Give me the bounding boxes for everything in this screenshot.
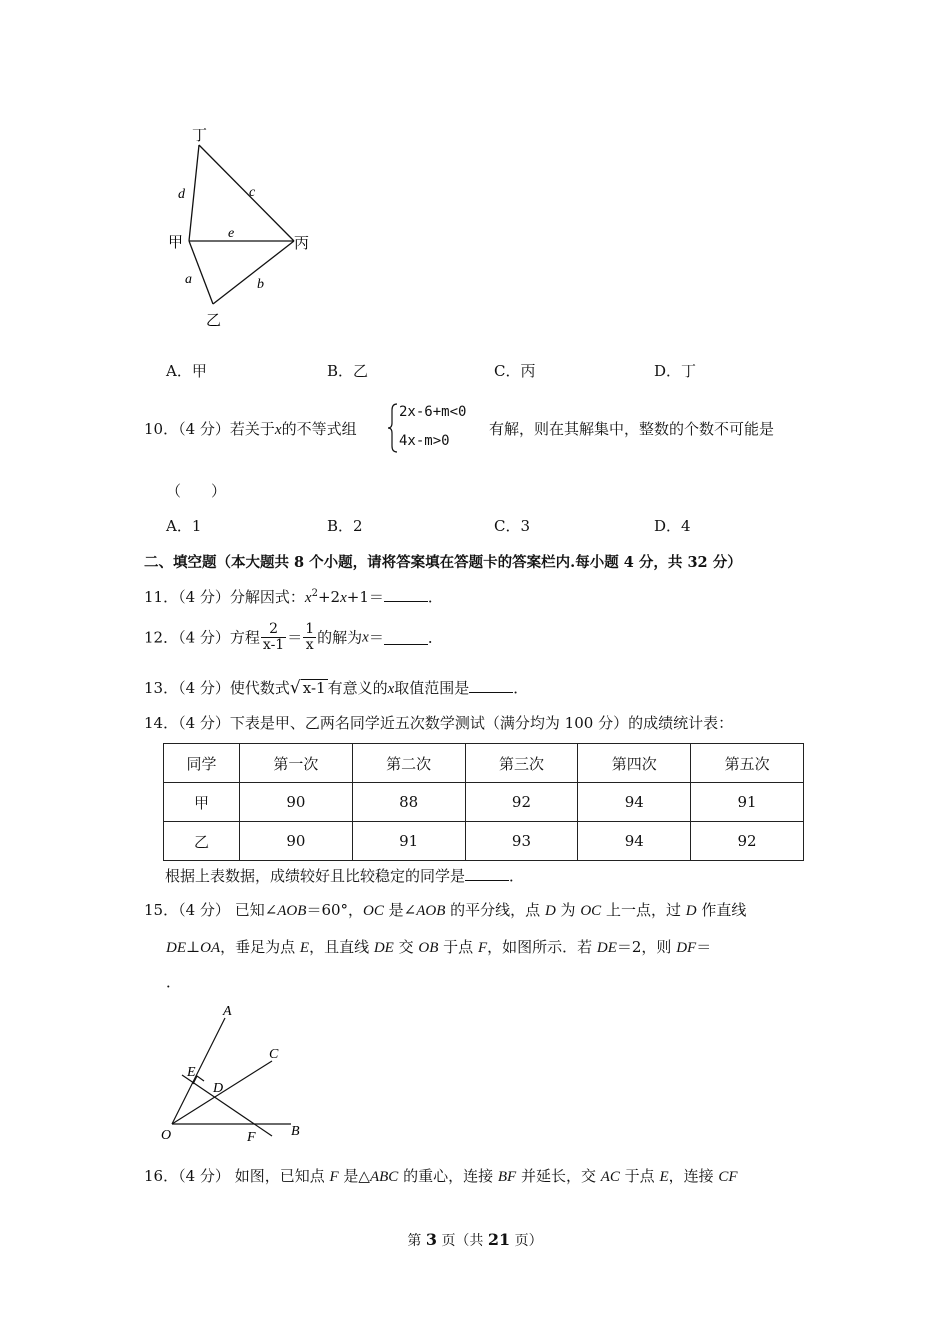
vertex-yi: 乙 — [206, 313, 222, 329]
q11-text: 11．（4 分）分解因式：$x^2+2x+1=$ ． — [144, 588, 443, 606]
label-a: a — [185, 272, 192, 287]
q15-seg: D — [685, 903, 697, 919]
q10-option-a: A．1 — [166, 517, 202, 535]
q9-option-d: D．丁 — [654, 362, 697, 380]
q15-seg: ，垂足为点 — [220, 938, 300, 956]
q14-text-after: 根据上表数据，成绩较好且比较稳定的同学是 ． — [165, 867, 525, 885]
q10-text-end: 有解，则在其解集中，整数的个数不可能是 — [489, 420, 775, 438]
q9-option-c: C．丙 — [494, 362, 536, 380]
q10-option-c: C．3 — [494, 517, 531, 535]
q15-seg: 已知∠ — [234, 901, 278, 919]
q10-option-b: B．2 — [327, 517, 363, 535]
q15-seg: ＝60°， — [306, 901, 364, 919]
q15-seg: DF — [676, 940, 697, 956]
table-header: 第一次 — [240, 744, 353, 783]
section-2-title: 二、填空题（本大题共 8 个小题，请将答案填在答题卡的答案栏内.每小题 4 分，共 32 分） — [144, 554, 742, 571]
q15-seg: ，如图所示．若 — [487, 938, 597, 956]
vertex-jia: 甲 — [168, 235, 184, 251]
table-header-row — [164, 744, 804, 783]
q15-seg: DE — [373, 940, 394, 956]
q16-seg: 并延长，交 — [516, 1167, 601, 1185]
q15-seg: DE — [596, 940, 617, 956]
q16-seg: F — [329, 1169, 339, 1185]
q15-seg: DE — [166, 940, 186, 956]
q15-seg: 作直线 — [696, 901, 747, 919]
q15-seg: 为 — [555, 901, 581, 919]
point-label-e: E — [187, 1065, 196, 1080]
q10-option-d: D．4 — [654, 517, 691, 535]
label-d: d — [178, 187, 185, 202]
edge-b — [213, 241, 294, 304]
q15-seg: ＝ — [696, 938, 712, 956]
q12-answer-blank[interactable] — [384, 630, 428, 645]
q15-line-3: ． — [166, 973, 182, 991]
q12-text: 12．（4 分）方程 $\frac{2}{x-1}$ ＝ $\frac{1}{x}$ 的解为x＝ ． — [144, 621, 443, 653]
q10-paren: （ ） — [166, 482, 227, 500]
q12-fraction-left: $\frac{2}{x-1}$ — [262, 621, 285, 653]
edge-c — [199, 145, 294, 241]
q16-seg: 如图，已知点 — [234, 1167, 330, 1185]
q15-seg: 于点 — [438, 938, 478, 956]
q16-seg: ，连接 — [668, 1167, 719, 1185]
q15-figure — [155, 1000, 315, 1148]
page-number: 3 — [425, 1230, 437, 1249]
q15-seg: ⊥ — [186, 938, 201, 956]
q13-radicand: x-1 — [302, 679, 326, 697]
q10-text: 10．（4 分）若关于x的不等式组 — [144, 420, 357, 438]
q14-text: 14．（4 分）下表是甲、乙两名同学近五次数学测试（满分均为 100 分）的成绩统计表： — [144, 714, 734, 732]
q15-line-2 — [166, 937, 711, 958]
q10-system-brace — [388, 403, 398, 453]
ray-oa — [172, 1018, 225, 1124]
point-label-a: A — [223, 1004, 232, 1019]
q15-seg: 交 — [393, 938, 419, 956]
point-label-o: O — [161, 1128, 172, 1143]
score-table — [163, 743, 804, 861]
q15-seg: 上一点，过 — [601, 901, 686, 919]
q16-seg: AC — [600, 1169, 620, 1185]
q12-fraction-right: $\frac{1}{x}$ — [305, 621, 315, 653]
table-cell: 88 — [352, 783, 465, 822]
q9-option-a: A．甲 — [166, 362, 207, 380]
q15-seg: E — [299, 940, 310, 956]
table-cell: 93 — [465, 822, 578, 861]
q16-line-1: 16．（4 分） 如图，已知点 F 是△ABC 的重心，连接 BF 并延长，交 AC 于点 E，连接 CF — [144, 1167, 738, 1185]
table-cell: 92 — [465, 783, 578, 822]
point-label-f: F — [247, 1130, 256, 1145]
q9-option-b: B．乙 — [327, 362, 369, 380]
q15-seg: D — [544, 903, 556, 919]
q15-seg: ，且直线 — [309, 938, 374, 956]
table-cell: 90 — [240, 822, 353, 861]
sqrt-icon: √ — [289, 678, 301, 698]
q15-seg: OA — [200, 940, 221, 956]
edge-d — [189, 145, 199, 241]
q15-line-1: 15．（4 分） 已知∠AOB＝60°，OC 是∠AOB 的平分线，点 D 为 OC 上一点，过 D 作直线 — [144, 901, 747, 919]
q15-seg: AOB — [277, 903, 307, 919]
q16-seg: 的重心，连接 — [398, 1167, 498, 1185]
q16-seg: 是△ — [338, 1167, 370, 1185]
vertex-ding: 丁 — [192, 128, 208, 144]
label-b: b — [257, 277, 264, 292]
table-row — [164, 822, 804, 861]
table-cell: 91 — [352, 822, 465, 861]
point-label-d: D — [213, 1081, 224, 1096]
label-c: c — [249, 185, 256, 200]
table-cell: 90 — [240, 783, 353, 822]
table-header: 第五次 — [691, 744, 804, 783]
q14-answer-blank[interactable] — [465, 866, 509, 881]
q15-seg: OC — [363, 903, 384, 919]
q15-seg: F — [477, 940, 488, 956]
vertex-bing: 丙 — [294, 236, 310, 252]
page-total: 21 — [487, 1230, 511, 1249]
point-label-c: C — [269, 1047, 279, 1062]
table-cell: 91 — [691, 783, 804, 822]
q13-text: 13．（4 分）使代数式√ x-1 有意义的x取值范围是 ． — [144, 678, 529, 698]
q15-seg: 是∠ — [383, 901, 417, 919]
edge-a — [189, 241, 213, 304]
point-label-b: B — [291, 1124, 300, 1139]
table-cell: 94 — [578, 783, 691, 822]
table-cell: 乙 — [164, 822, 240, 861]
q16-seg: BF — [497, 1169, 517, 1185]
q15-seg: OB — [418, 940, 439, 956]
table-row — [164, 783, 804, 822]
q15-seg: OC — [580, 903, 602, 919]
q16-seg: E — [659, 1169, 669, 1185]
table-header: 同学 — [164, 744, 240, 783]
q9-figure — [160, 120, 330, 335]
q13-answer-blank[interactable] — [469, 678, 513, 693]
q15-seg: AOB — [416, 903, 446, 919]
page-footer: 第 3 页（共 21 页） — [407, 1230, 543, 1249]
table-cell: 甲 — [164, 783, 240, 822]
q16-seg: ABC — [369, 1169, 399, 1185]
q10-inequality-1: 2x-6+m<0 — [399, 404, 467, 420]
q11-answer-blank[interactable] — [384, 587, 428, 602]
table-header: 第四次 — [578, 744, 691, 783]
table-cell: 92 — [691, 822, 804, 861]
q16-seg: CF — [718, 1169, 738, 1185]
table-header: 第二次 — [352, 744, 465, 783]
q15-seg: ＝2，则 — [616, 938, 677, 956]
table-cell: 94 — [578, 822, 691, 861]
q15-seg: 的平分线，点 — [445, 901, 545, 919]
label-e: e — [228, 226, 235, 241]
table-header: 第三次 — [465, 744, 578, 783]
q10-inequality-2: 4x-m>0 — [399, 433, 450, 449]
line-de — [182, 1075, 272, 1136]
q16-seg: 于点 — [619, 1167, 660, 1185]
